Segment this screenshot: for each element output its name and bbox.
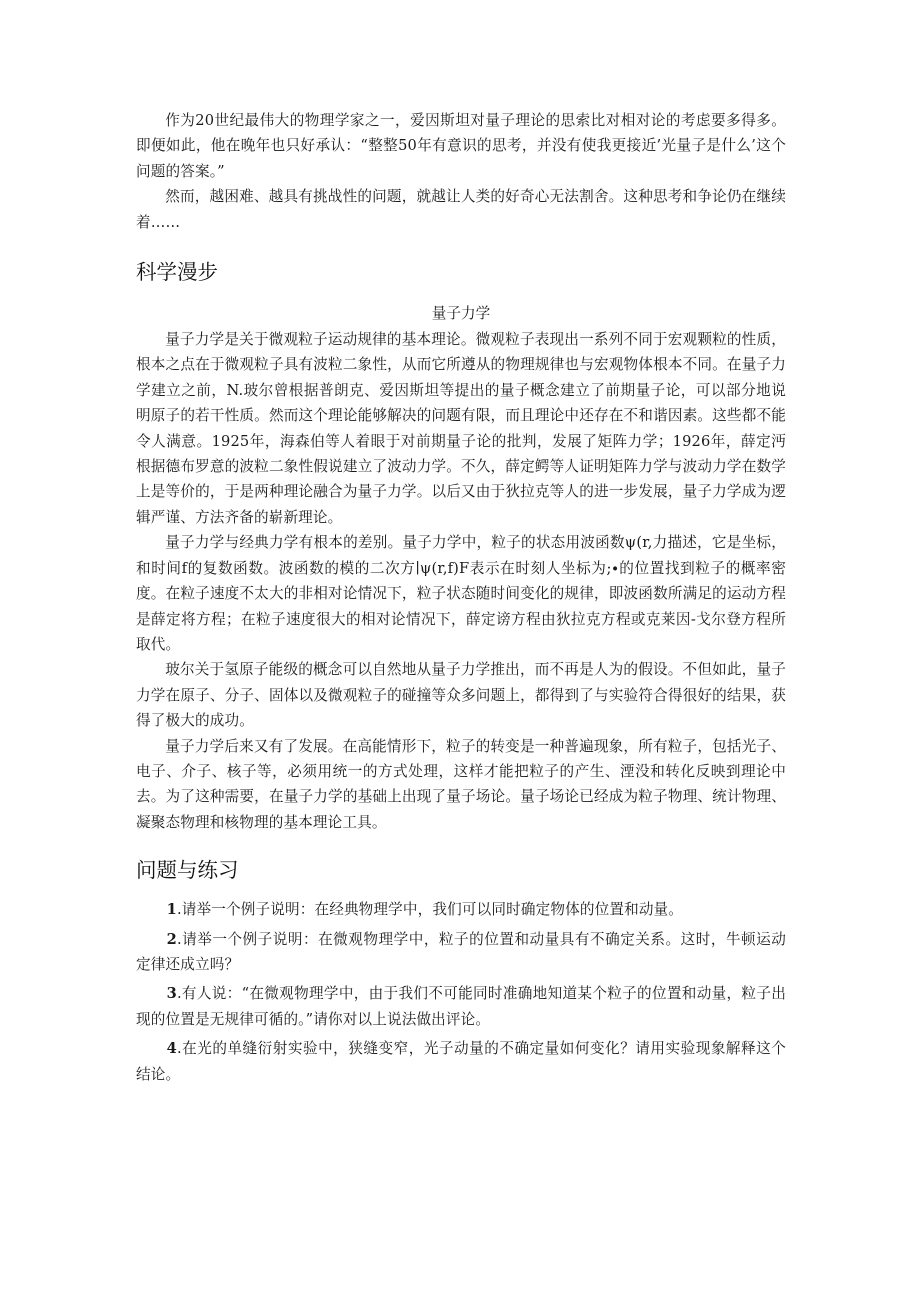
- exercise-text: .请举一个例子说明：在微观物理学中，粒子的位置和动量具有不确定关系。这时，牛顿运动定律还成立吗？: [136, 930, 786, 973]
- exercise-text: .有人说：“在微观物理学中，由于我们不可能同时准确地知道某个粒子的位置和动量，粒子出现的位置是无规律可循的。”请你对以上说法做出评论。: [136, 985, 786, 1028]
- article-title: 量子力学: [431, 305, 491, 323]
- intro-paragraph: 然而，越困难、越具有挑战性的问题，就越让人类的好奇心无法割舍。这种思考和争论仍在继续着……: [136, 188, 786, 231]
- exercise-number: 2: [166, 930, 177, 948]
- exercise-item: [136, 1036, 786, 1087]
- exercise-item: [136, 927, 786, 978]
- document-page: [136, 108, 786, 1091]
- exercise-number: 1: [166, 901, 177, 919]
- exercise-text: .请举一个例子说明：在经典物理学中，我们可以同时确定物体的位置和动量。: [176, 901, 684, 919]
- section-heading-science-walk: 科学漫步: [136, 260, 218, 285]
- exercise-number: 4: [166, 1040, 177, 1058]
- exercise-number: 3: [166, 985, 177, 1003]
- article-paragraph: 量子力学后来又有了发展。在高能情形下，粒子的转变是一种普遍现象，所有粒子，包括光子、电子、介子、核子等，必须用统一的方式处理，这样才能把粒子的产生、湮没和转化反映到理论中去。为了这种需要，在量子力学的基础上出现了量子场论。量子场论已经成为粒子物理、统计物理、凝聚态物理和核物理的基本理论工具。: [136, 737, 786, 831]
- exercise-list: [136, 897, 786, 1087]
- exercise-item: [136, 897, 786, 922]
- science-walk-section: [136, 301, 786, 835]
- intro-paragraph: 作为20世纪最伟大的物理学家之一，爱因斯坦对量子理论的思索比对相对论的考虑要多得多。即便如此，他在晚年也只好承认：“整整50年有意识的思考，并没有使我更接近’光量子是什么’这个问题的答案。”: [136, 112, 786, 180]
- section-heading-exercises: 问题与练习: [136, 858, 239, 883]
- article-paragraph: 玻尔关于氢原子能级的概念可以自然地从量子力学推出，而不再是人为的假设。不但如此，量子力学在原子、分子、固体以及微观粒子的碰撞等众多问题上，都得到了与实验符合得很好的结果，获得了极大的成功。: [136, 661, 786, 730]
- intro-section: [136, 108, 786, 235]
- exercise-text: .在光的单缝衍射实验中，狭缝变窄，光子动量的不确定量如何变化？请用实验现象解释这个结论。: [136, 1040, 786, 1083]
- article-paragraph: 量子力学是关于微观粒子运动规律的基本理论。微观粒子表现出一系列不同于宏观颗粒的性质，根本之点在于微观粒子具有波粒二象性，从而它所遵从的物理规律也与宏观物体根本不同。在量子力学建立之前，N.玻尔曾根据普朗克、爱因斯坦等提出的量子概念建立了前期量子论，可以部分地说明原子的若干性质。然而这个理论能够解决的问题有限，而且理论中还存在不和谐因素。这些都不能令人满意。1925年，海森伯等人着眼于对前期量子论的批判，发展了矩阵力学；1926年，薛定沔根据德布罗意的波粒二象性假说建立了波动力学。不久，薛定鳄等人证明矩阵力学与波动力学在数学上是等价的，于是两种理论融合为量子力学。以后又由于狄拉克等人的进一步发展，量子力学成为逻辑严谨、方法齐备的崭新理论。: [136, 331, 786, 526]
- exercise-item: [136, 981, 786, 1032]
- article-paragraph: 量子力学与经典力学有根本的差别。量子力学中，粒子的状态用波函数ψ(r,力描述，它是坐标，和时间f的复数函数。波函数的模的二次方∣ψ(r,f)F表示在时刻人坐标为;∙的位置找到粒子的概率密度。在粒子速度不太大的非相对论情况下，粒子状态随时间变化的规律，即波函数所满足的运动方程是薛定将方程；在粒子速度很大的相对论情况下，薛定谤方程由狄拉克方程或克莱因-戈尔登方程所取代。: [136, 534, 786, 653]
